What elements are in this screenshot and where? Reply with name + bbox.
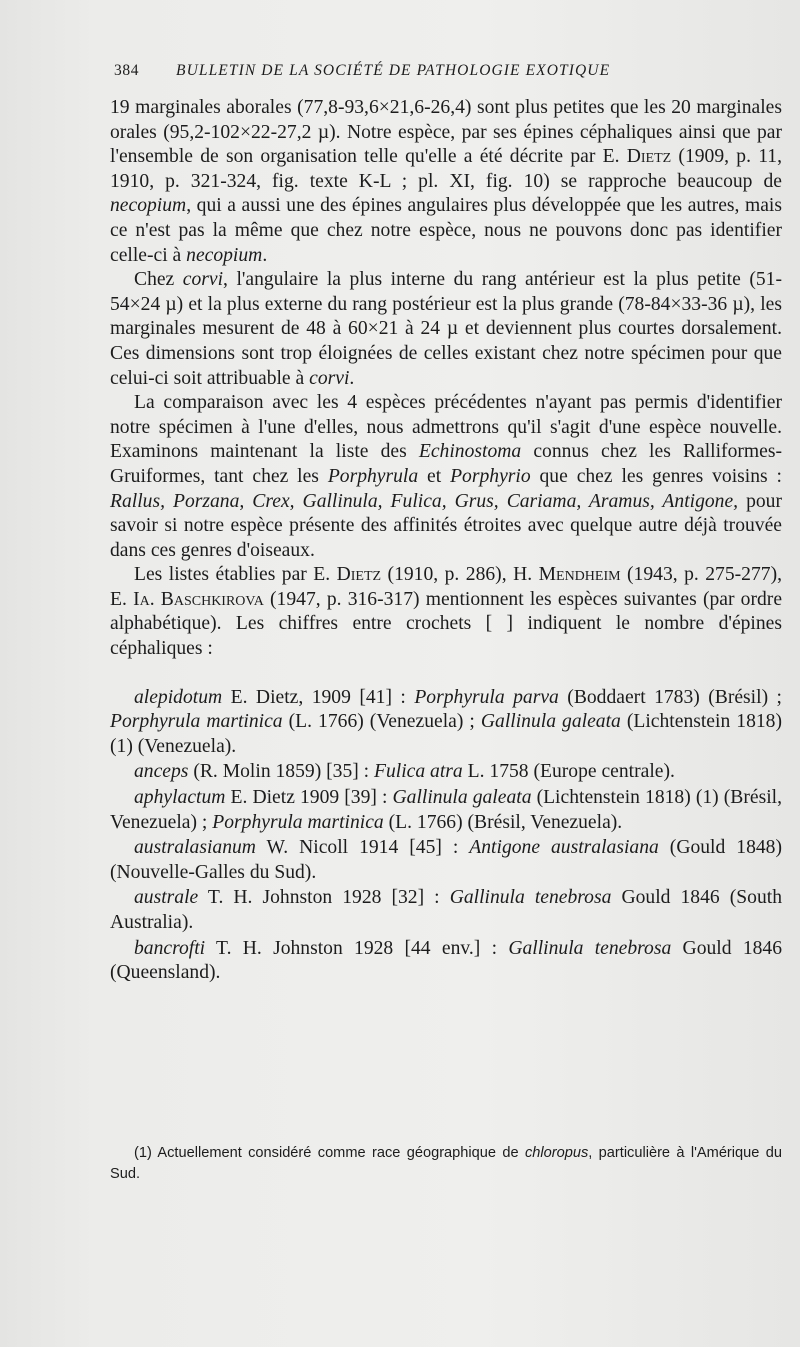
species-name: corvi bbox=[309, 367, 350, 389]
genus-name: Echinostoma bbox=[418, 441, 522, 463]
footnote-text bbox=[110, 1143, 782, 1185]
text-run: Gould 1846 (South Australia). bbox=[110, 887, 782, 933]
paragraph-4 bbox=[110, 563, 782, 661]
running-title: BULLETIN DE LA SOCIÉTÉ DE PATHOLOGIE EXOTIQUE bbox=[176, 62, 611, 79]
text-run: que chez les genres voisins : bbox=[530, 465, 782, 487]
host-name: Antigone australasiana bbox=[469, 837, 659, 859]
host-name: Gallinula tenebrosa bbox=[508, 937, 672, 959]
paragraph-2 bbox=[110, 268, 782, 391]
host-name: Gallinula tenebrosa bbox=[449, 887, 612, 909]
text-run: E. Dietz 1909 [39] : bbox=[225, 787, 393, 809]
species-name: bancrofti bbox=[134, 937, 206, 959]
text-run: . bbox=[349, 367, 355, 389]
text-run: pour savoir si notre espèce présente des affinités étroites avec quelque autre déjà trouvée dans ces genres d'oiseaux. bbox=[110, 490, 782, 561]
species-name: australe bbox=[134, 887, 199, 909]
text-run: (R. Molin 1859) [35] : bbox=[188, 761, 375, 783]
species-name: necopium bbox=[186, 244, 263, 266]
body-text bbox=[110, 96, 782, 987]
text-run: (Gould 1848) (Nouvelle-Galles du Sud). bbox=[110, 837, 782, 883]
text-run: , particulière à l'Amérique du Sud. bbox=[110, 1145, 782, 1182]
page-number: 384 bbox=[114, 62, 140, 79]
text-run: 19 marginales aborales (77,8-93,6×21,6-26,4) sont plus petites que les 20 marginales orales (95,2-102×22-27,2 µ). Notre espèce, par ses épines céphaliques ainsi que par l'ensemble de son organisation telle qu'elle a été décrite par E. bbox=[110, 97, 782, 168]
text-run: (1943, p. 275-277), E. bbox=[110, 564, 782, 610]
author-name: Dietz bbox=[626, 146, 672, 168]
text-run: T. H. Johnston 1928 [44 env.] : bbox=[205, 937, 509, 959]
species-name: anceps bbox=[134, 761, 189, 783]
host-name: Porphyrula martinica bbox=[212, 811, 384, 833]
text-run: Chez bbox=[134, 269, 183, 291]
text-run: E. Dietz, 1909 [41] : bbox=[222, 686, 415, 708]
paragraph-3 bbox=[110, 391, 782, 563]
species-name: corvi bbox=[182, 269, 224, 291]
host-name: Porphyrula martinica bbox=[110, 711, 283, 733]
list-item bbox=[110, 760, 782, 785]
footnote bbox=[110, 1143, 782, 1185]
species-name: chloropus bbox=[524, 1145, 589, 1161]
text-run: La comparaison avec les 4 espèces précédentes n'ayant pas permis d'identifier notre spécimen à l'une d'elles, nous admettrons qu'il s'agit d'une espèce nouvelle. Examinons maintenant la liste des bbox=[110, 392, 782, 463]
list-item bbox=[110, 886, 782, 935]
text-run: (L. 1766) (Venezuela) ; bbox=[282, 711, 481, 733]
text-run: , l'angulaire la plus interne du rang antérieur est la plus petite (51-54×24 µ) et la plus externe du rang postérieur est la plus grande (78-84×33-36 µ), les marginales mesurent de 48 à 60×21 à 24 µ et deviennent plus courtes dorsalement. Ces dimensions sont trop éloignées de celles existant chez notre spécimen pour que celui-ci soit attribuable à bbox=[110, 269, 782, 389]
author-name: Mendheim bbox=[538, 564, 621, 586]
host-name: Gallinula galeata bbox=[480, 711, 621, 733]
species-list bbox=[110, 686, 782, 986]
author-name: Ia. Baschkirova bbox=[133, 588, 264, 610]
text-run: Les listes établies par E. bbox=[134, 564, 337, 586]
text-run: (1909, p. 11, 1910, p. 321-324, fig. texte K-L ; pl. XI, fig. 10) se rapproche beaucoup de bbox=[110, 146, 782, 192]
text-run: T. H. Johnston 1928 [32] : bbox=[198, 887, 450, 909]
text-run: connus chez les Ralliformes-Gruiformes, tant chez les bbox=[110, 441, 782, 487]
text-run: (1947, p. 316-317) mentionnent les espèces suivantes (par ordre alphabétique). Les chiffres entre crochets [ ] indiquent le nombre d'épines céphaliques : bbox=[110, 588, 783, 660]
text-run: (1) Actuellement considéré comme race géographique de bbox=[134, 1145, 525, 1161]
species-name: necopium bbox=[110, 195, 187, 217]
text-run: , qui a aussi une des épines angulaires plus développée que les autres, mais ce n'est pas la même que chez notre espèce, nous ne pouvons donc pas identifier celle-ci à bbox=[110, 195, 782, 266]
text-run: Gould 1846 (Queensland). bbox=[110, 937, 783, 984]
text-run: . bbox=[262, 244, 268, 266]
species-name: alepidotum bbox=[134, 686, 223, 708]
genus-name: Porphyrio bbox=[450, 465, 531, 487]
text-run: (1910, p. 286), H. bbox=[381, 564, 539, 586]
text-run: et bbox=[418, 465, 451, 487]
author-name: Dietz bbox=[336, 564, 382, 586]
species-name: australasianum bbox=[134, 837, 256, 859]
paragraph-1 bbox=[110, 96, 782, 268]
text-run: (Boddaert 1783) (Brésil) ; bbox=[558, 686, 782, 708]
list-item bbox=[110, 836, 782, 885]
list-item bbox=[110, 786, 782, 835]
text-run: W. Nicoll 1914 [45] : bbox=[255, 837, 470, 859]
text-run: L. 1758 (Europe centrale). bbox=[462, 761, 675, 783]
genus-name: Porphyrula bbox=[327, 465, 419, 487]
genus-list: Rallus, Porzana, Crex, Gallinula, Fulica, Grus, Cariama, Aramus, Antigone, bbox=[110, 490, 739, 512]
text-run: (Lichtenstein 1818) (1) (Brésil, Venezuela) ; bbox=[110, 787, 782, 833]
text-run: (L. 1766) (Brésil, Venezuela). bbox=[383, 811, 623, 833]
host-name: Porphyrula parva bbox=[414, 686, 559, 708]
host-name: Gallinula galeata bbox=[392, 787, 532, 809]
text-run: (Lichtenstein 1818) (1) (Venezuela). bbox=[110, 711, 782, 757]
list-item bbox=[110, 937, 782, 986]
host-name: Fulica atra bbox=[374, 761, 463, 783]
running-header bbox=[114, 62, 780, 86]
species-name: aphylactum bbox=[134, 787, 226, 809]
list-item bbox=[110, 686, 782, 760]
